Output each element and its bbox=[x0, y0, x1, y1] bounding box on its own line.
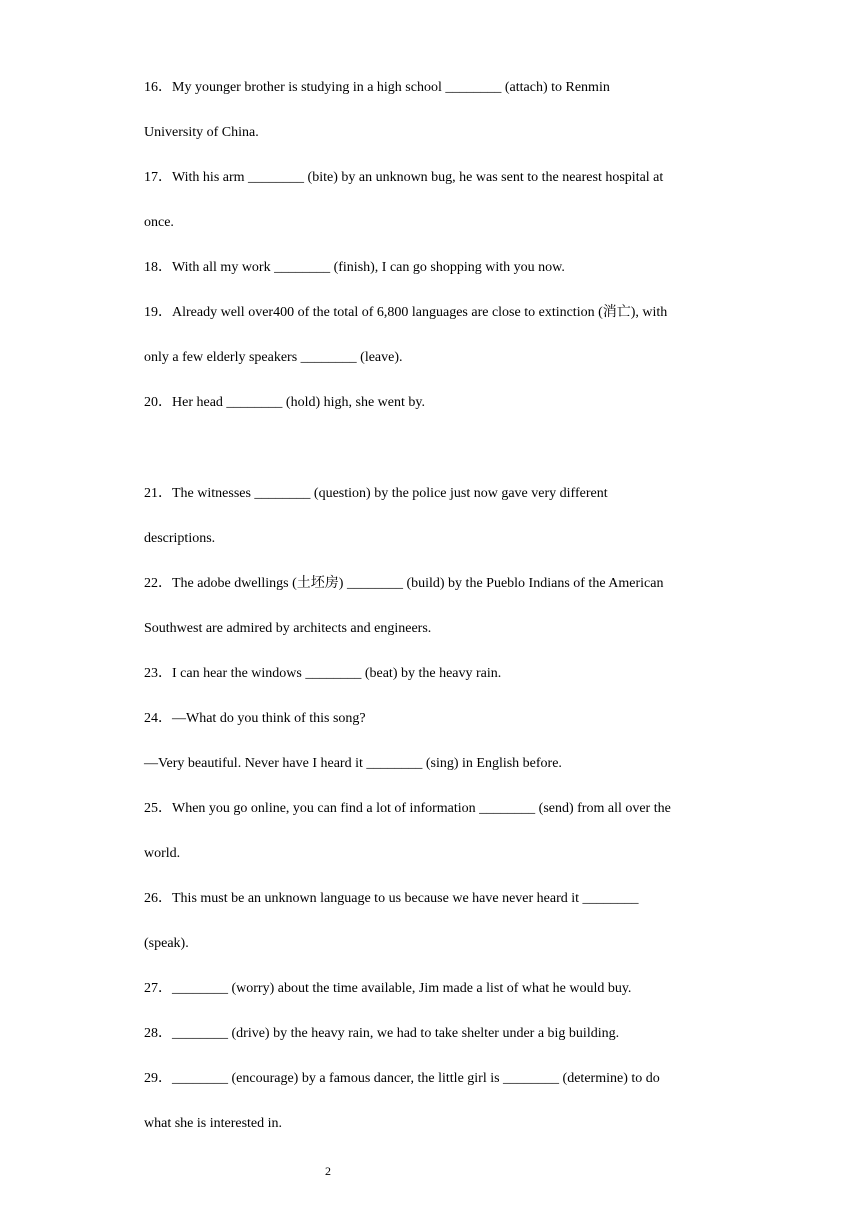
question-22-line-2: Southwest are admired by architects and engineers. bbox=[144, 621, 432, 636]
question-26-line-2: (speak). bbox=[144, 936, 189, 951]
question-18-line-1: 18．With all my work ________ (finish), I can go shopping with you now. bbox=[144, 260, 565, 275]
question-29-line-2: what she is interested in. bbox=[144, 1116, 283, 1131]
question-21-line-1: 21．The witnesses ________ (question) by the police just now gave very different bbox=[144, 486, 608, 501]
question-26-line-1: 26．This must be an unknown language to us because we have never heard it ________ bbox=[144, 891, 639, 906]
question-22-line-1: 22．The adobe dwellings (土坯房) ________ (build) by the Pueblo Indians of the American bbox=[144, 576, 664, 591]
question-25-line-2: world. bbox=[144, 846, 181, 861]
question-21-line-2: descriptions. bbox=[144, 531, 216, 546]
question-29-line-1: 29．________ (encourage) by a famous dancer, the little girl is ________ (determine) to do bbox=[144, 1071, 660, 1086]
question-28-line-1: 28．________ (drive) by the heavy rain, we had to take shelter under a big building. bbox=[144, 1026, 620, 1041]
question-19-line-1: 19．Already well over400 of the total of 6,800 languages are close to extinction (消亡), with bbox=[144, 305, 668, 320]
question-23-line-1: 23．I can hear the windows ________ (beat) by the heavy rain. bbox=[144, 666, 502, 681]
question-25-line-1: 25．When you go online, you can find a lot of information ________ (send) from all over the bbox=[144, 801, 671, 816]
question-16-line-1: 16．My younger brother is studying in a high school ________ (attach) to Renmin bbox=[144, 80, 610, 95]
question-24-line-1: 24．—What do you think of this song? bbox=[144, 711, 366, 726]
question-19-line-2: only a few elderly speakers ________ (leave). bbox=[144, 350, 403, 365]
question-16-line-2: University of China. bbox=[144, 125, 259, 140]
question-27-line-1: 27．________ (worry) about the time available, Jim made a list of what he would buy. bbox=[144, 981, 632, 996]
page-number: 2 bbox=[325, 1164, 331, 1178]
question-17-line-1: 17．With his arm ________ (bite) by an unknown bug, he was sent to the nearest hospital at bbox=[144, 170, 664, 185]
question-20-line-1: 20．Her head ________ (hold) high, she went by. bbox=[144, 395, 425, 410]
question-17-line-2: once. bbox=[144, 215, 174, 230]
question-24-line-2: —Very beautiful. Never have I heard it ________ (sing) in English before. bbox=[144, 756, 562, 771]
